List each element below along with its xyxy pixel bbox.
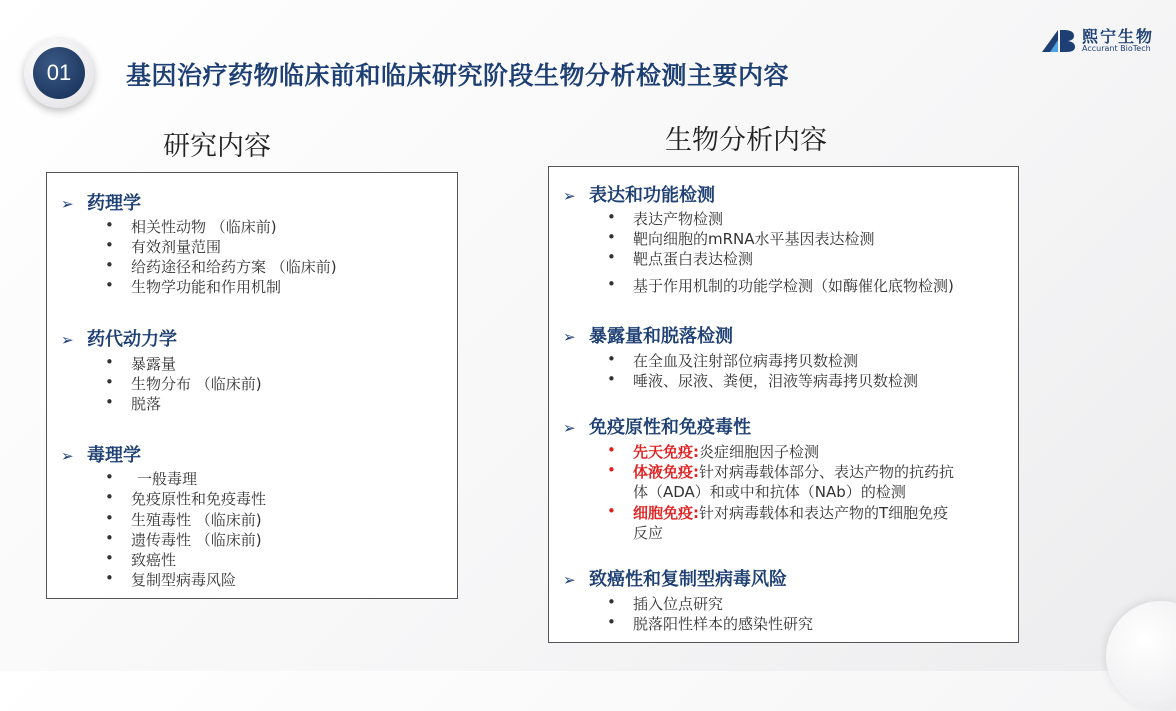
section-title: 毒理学 xyxy=(87,445,141,466)
section-exposure-shedding xyxy=(563,322,733,348)
page-title: 基因治疗药物临床前和临床研究阶段生物分析检测主要内容 xyxy=(126,61,790,90)
section-title: 药代动力学 xyxy=(87,329,177,350)
arrowhead-icon: ➢ xyxy=(563,419,576,437)
section-carcinogenicity xyxy=(563,565,787,591)
bullet-dot-icon: • xyxy=(607,593,616,611)
bullet-dot-icon: • xyxy=(105,276,114,294)
bullet-dot-icon: • xyxy=(105,393,114,411)
bullet-dot-icon: • xyxy=(607,275,616,293)
bullet-dot-icon: • xyxy=(607,248,616,266)
section-immunogenicity xyxy=(563,413,751,439)
section-pharmacology xyxy=(61,189,141,215)
logo-english-name: Accurant BioTech xyxy=(1082,44,1151,53)
list-item-continuation: 反应 xyxy=(633,524,664,542)
list-item: • 细胞免疫:针对病毒载体和表达产物的T细胞免疫 xyxy=(607,502,949,522)
bullet-dot-icon: • xyxy=(105,549,114,567)
list-item: • 表达产物检测 xyxy=(607,208,724,228)
bullet-dot-icon: • xyxy=(105,236,114,254)
section-number-badge xyxy=(24,38,94,108)
list-item: • 暴露量 xyxy=(105,353,177,373)
section-number: 01 xyxy=(33,47,85,99)
bullet-dot-icon: • xyxy=(105,373,114,391)
section-pharmacokinetics xyxy=(61,325,177,351)
list-item: • 有效剂量范围 xyxy=(105,236,222,256)
section-toxicology xyxy=(61,441,141,467)
list-item: • 复制型病毒风险 xyxy=(105,569,237,589)
bullet-dot-icon: • xyxy=(105,569,114,587)
bullet-dot-icon: • xyxy=(607,350,616,368)
bullet-dot-icon: • xyxy=(105,216,114,234)
bullet-dot-icon: • xyxy=(105,529,114,547)
research-content-panel xyxy=(46,172,458,599)
bullet-dot-icon: • xyxy=(607,370,616,388)
list-item: • 脱落阳性样本的感染性研究 xyxy=(607,613,814,633)
left-column-heading: 研究内容 xyxy=(163,131,271,162)
list-item: • 给药途径和给药方案 （临床前) xyxy=(105,256,337,276)
list-item: • 靶向细胞的mRNA水平基因表达检测 xyxy=(607,228,875,248)
arrowhead-icon: ➢ xyxy=(563,328,576,346)
section-title: 致癌性和复制型病毒风险 xyxy=(589,569,787,590)
list-item: • 体液免疫:针对病毒载体部分、表达产物的抗药抗 xyxy=(607,461,955,481)
list-item: • 脱落 xyxy=(105,393,162,413)
section-expression-function xyxy=(563,181,715,207)
list-item: • 唾液、尿液、粪便，泪液等病毒拷贝数检测 xyxy=(607,370,919,390)
list-item: • 相关性动物 （临床前) xyxy=(105,216,277,236)
arrowhead-icon: ➢ xyxy=(563,187,576,205)
list-item: • 致癌性 xyxy=(105,549,177,569)
bullet-dot-icon: • xyxy=(607,441,616,459)
list-item: • 免疫原性和免疫毒性 xyxy=(105,488,267,508)
arrowhead-icon: ➢ xyxy=(61,331,74,349)
bullet-dot-icon: • xyxy=(105,509,114,527)
bullet-dot-icon: • xyxy=(607,208,616,226)
arrowhead-icon: ➢ xyxy=(563,571,576,589)
list-item: • 在全血及注射部位病毒拷贝数检测 xyxy=(607,350,859,370)
bullet-dot-icon: • xyxy=(105,256,114,274)
section-title: 表达和功能检测 xyxy=(589,185,715,206)
logo-chinese-name: 熙宁生物 xyxy=(1082,27,1155,46)
right-column-heading: 生物分析内容 xyxy=(665,125,827,156)
bullet-dot-icon: • xyxy=(607,613,616,631)
list-item: • 遗传毒性 （临床前) xyxy=(105,529,262,549)
bullet-dot-icon: • xyxy=(105,468,114,486)
section-title: 暴露量和脱落检测 xyxy=(589,326,733,347)
list-item-continuation: 体（ADA）和或中和抗体（NAb）的检测 xyxy=(633,483,906,501)
bullet-dot-icon: • xyxy=(105,488,114,506)
list-item: • 生物分布 （临床前) xyxy=(105,373,262,393)
list-item: • 生殖毒性 （临床前) xyxy=(105,509,262,529)
section-title: 药理学 xyxy=(87,193,141,214)
company-logo xyxy=(1034,22,1164,58)
list-item: • 生物学功能和作用机制 xyxy=(105,276,282,296)
list-item: • 先天免疫:炎症细胞因子检测 xyxy=(607,441,820,461)
arrowhead-icon: ➢ xyxy=(61,195,74,213)
list-item: • 插入位点研究 xyxy=(607,593,724,613)
arrowhead-icon: ➢ xyxy=(61,447,74,465)
bullet-dot-icon: • xyxy=(607,461,616,479)
section-title: 免疫原性和免疫毒性 xyxy=(589,417,751,438)
list-item: • 靶点蛋白表达检测 xyxy=(607,248,754,268)
bullet-dot-icon: • xyxy=(105,353,114,371)
list-item: • 一般毒理 xyxy=(105,468,198,488)
bullet-dot-icon: • xyxy=(607,228,616,246)
list-item: • 基于作用机制的功能学检测（如酶催化底物检测) xyxy=(607,275,954,295)
bioanalysis-content-panel xyxy=(548,166,1019,643)
decorative-corner-circle xyxy=(1106,601,1176,711)
logo-mark-icon xyxy=(1040,26,1076,54)
bullet-dot-icon: • xyxy=(607,502,616,520)
